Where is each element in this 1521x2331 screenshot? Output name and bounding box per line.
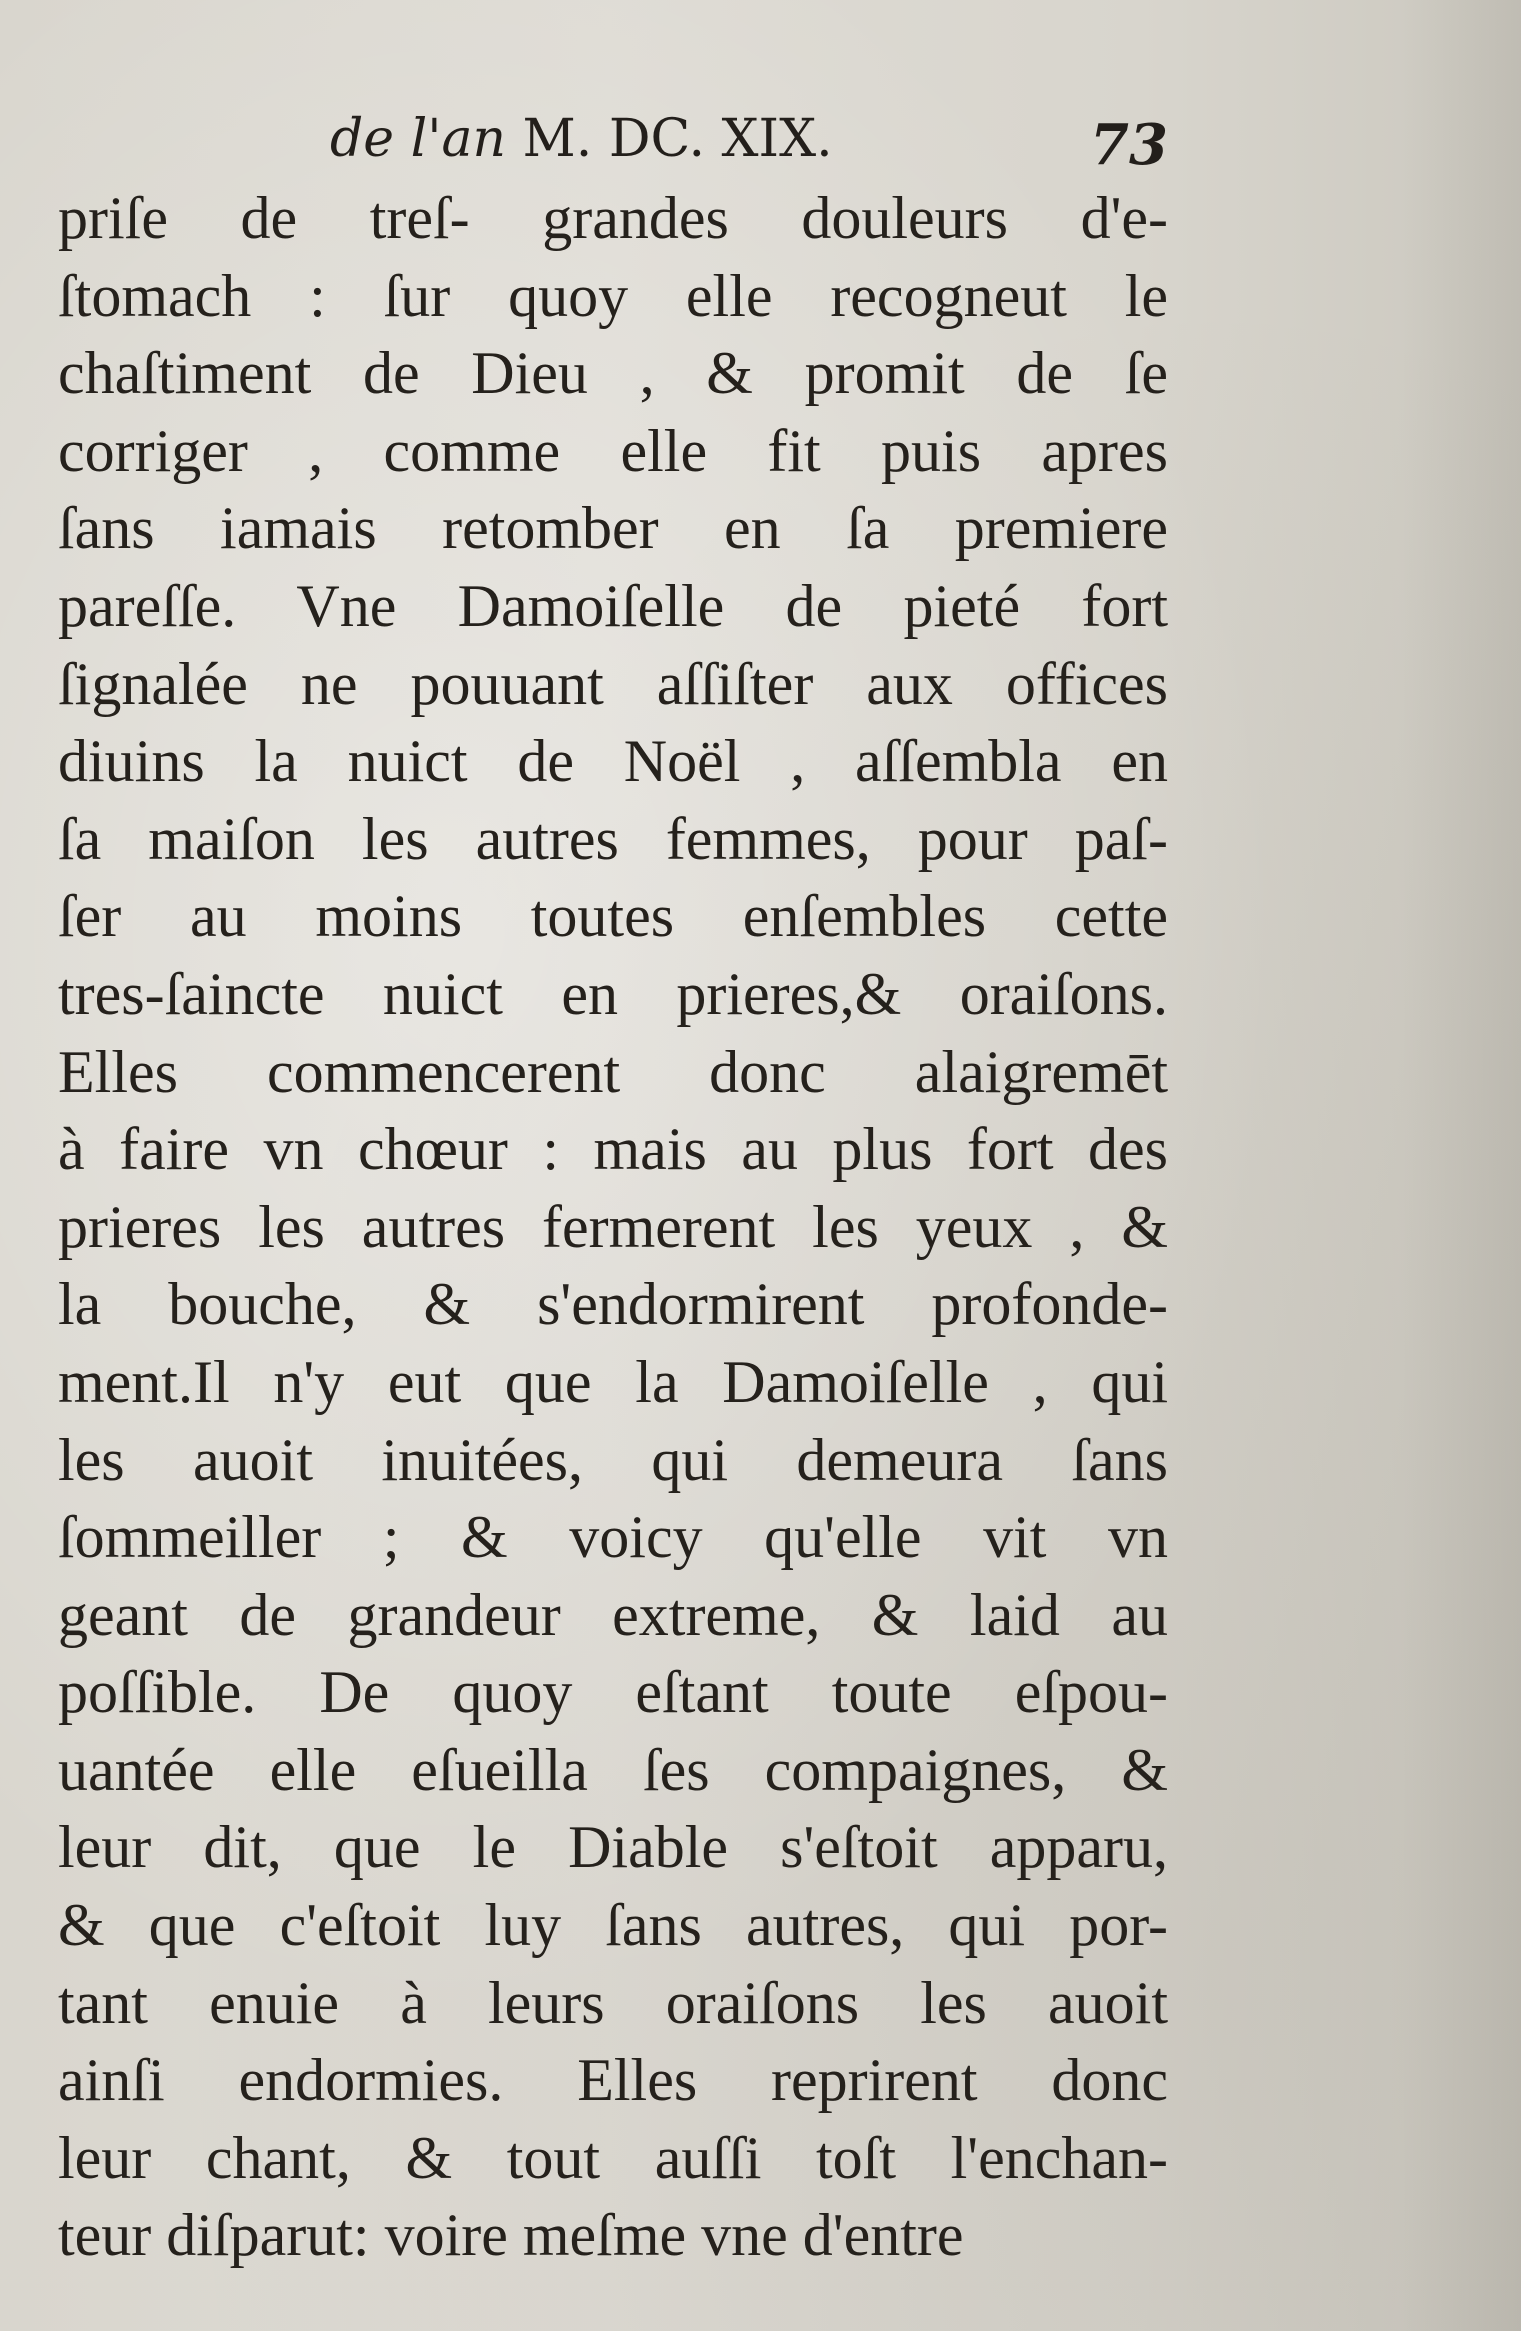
- page-header: [330, 104, 1190, 178]
- text-line: prieres les autres fermerent les yeux , &: [58, 1193, 1168, 1260]
- text-line: ſignalée ne pouuant aſſiſter aux offices: [58, 650, 1168, 717]
- running-head-year: M. DC. XIX.: [506, 109, 833, 169]
- text-line: poſſible. De quoy eſtant toute eſpou-: [58, 1659, 1168, 1726]
- text-line: ſer au moins toutes enſembles cette: [58, 883, 1168, 950]
- text-line: ſans iamais retomber en ſa premiere: [58, 495, 1168, 562]
- running-head: [330, 104, 833, 174]
- text-line: Elles commencerent donc alaigremēt: [58, 1038, 1168, 1105]
- text-line: leur dit, que le Diable s'eſtoit apparu,: [58, 1814, 1168, 1881]
- text-line: chaſtiment de Dieu , & promit de ſe: [58, 340, 1168, 407]
- text-line: ſommeiller ; & voicy qu'elle vit vn: [58, 1504, 1168, 1571]
- text-line: ſtomach : ſur quoy elle recogneut le: [58, 262, 1168, 329]
- text-line: ment.Il n'y eut que la Damoiſelle , qui: [58, 1348, 1168, 1415]
- body-text: [58, 180, 1168, 2275]
- text-line: la bouche, & s'endormirent profonde-: [58, 1271, 1168, 1338]
- text-line: & que c'eſtoit luy ſans autres, qui por-: [58, 1892, 1168, 1959]
- running-head-italic: de l'an: [330, 109, 507, 169]
- text-line: tant enuie à leurs oraiſons les auoit: [58, 1969, 1168, 2036]
- page-number: 73: [1090, 112, 1168, 178]
- text-line: corriger , comme elle fit puis apres: [58, 417, 1168, 484]
- text-line: priſe de treſ- grandes douleurs d'e-: [58, 185, 1168, 251]
- text-line: pareſſe. Vne Damoiſelle de pieté fort: [58, 572, 1168, 639]
- text-line: les auoit inuitées, qui demeura ſans: [58, 1426, 1168, 1493]
- text-line: ſa maiſon les autres femmes, pour paſ-: [58, 805, 1168, 872]
- text-line: geant de grandeur extreme, & laid au: [58, 1581, 1168, 1648]
- page-edge-shadow: [1401, 0, 1521, 2331]
- text-line: ainſi endormies. Elles reprirent donc: [58, 2047, 1168, 2114]
- text-line: tres-ſaincte nuict en prieres,& oraiſons.: [58, 960, 1168, 1027]
- text-line: leur chant, & tout auſſi toſt l'enchan-: [58, 2124, 1168, 2191]
- text-line: à faire vn chœur : mais au plus fort des: [58, 1116, 1168, 1183]
- text-line: uantée elle eſueilla ſes compaignes, &: [58, 1736, 1168, 1803]
- text-line: teur diſparut: voire meſme vne d'entre: [58, 2202, 964, 2269]
- text-line: diuins la nuict de Noël , aſſembla en: [58, 728, 1168, 795]
